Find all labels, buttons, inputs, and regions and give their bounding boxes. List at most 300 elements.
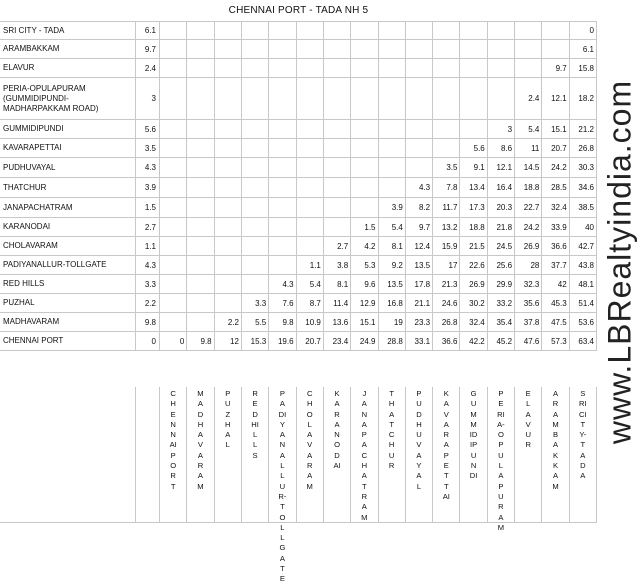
table-cell: 51.4: [570, 294, 597, 313]
table-cell: [515, 22, 542, 40]
table-cell: [460, 22, 487, 40]
table-cell: 13.5: [379, 275, 406, 294]
table-cell: 21.5: [460, 237, 487, 256]
table-cell: [379, 178, 406, 198]
row-label: KARANODAI: [0, 218, 136, 237]
column-header-label: GUMMIDIPUNDI: [469, 389, 478, 481]
table-cell: [187, 178, 214, 198]
table-cell: [242, 59, 269, 78]
row-label: KAVARAPETTAI: [0, 139, 136, 158]
table-cell: [187, 294, 214, 313]
table-cell: 12.9: [351, 294, 378, 313]
table-cell: [297, 59, 324, 78]
column-header-label: ELAVUR: [525, 389, 531, 450]
table-cell: [379, 59, 406, 78]
table-cell: 22.7: [515, 198, 542, 218]
table-cell: [433, 139, 460, 158]
table-cell: 16.8: [379, 294, 406, 313]
row-label: GUMMIDIPUNDI: [0, 120, 136, 139]
table-cell: 29.9: [488, 275, 515, 294]
table-cell: [242, 158, 269, 178]
table-cell: [324, 139, 351, 158]
table-cell: [215, 178, 242, 198]
table-cell: [242, 120, 269, 139]
table-cell: [187, 198, 214, 218]
table-cell: [406, 120, 433, 139]
table-cell: [187, 139, 214, 158]
column-header: [379, 387, 406, 523]
table-cell: 20.3: [488, 198, 515, 218]
table-cell: 26.8: [570, 139, 597, 158]
table-cell: [160, 256, 187, 275]
table-cell: [460, 59, 487, 78]
table-cell: [460, 40, 487, 59]
table-cell: 12.1: [488, 158, 515, 178]
table-cell: 17: [433, 256, 460, 275]
table-cell: 11.4: [324, 294, 351, 313]
table-cell: 8.1: [324, 275, 351, 294]
table-cell: 43.8: [570, 256, 597, 275]
table-cell: [187, 237, 214, 256]
table-cell: [488, 40, 515, 59]
table-cell: 3.9: [379, 198, 406, 218]
table-cell: [297, 139, 324, 158]
table-cell: [406, 158, 433, 178]
table-cell: [160, 198, 187, 218]
table-cell: 26.8: [433, 313, 460, 332]
table-cell: 9.7: [406, 218, 433, 237]
table-cell: 21.1: [406, 294, 433, 313]
table-cell: 30.3: [570, 158, 597, 178]
table-cell: 28: [515, 256, 542, 275]
column-header: [542, 387, 569, 523]
table-cell: 5.4: [379, 218, 406, 237]
table-cell: [215, 237, 242, 256]
table-cell: 11.7: [433, 198, 460, 218]
row-label: CHENNAI PORT: [0, 332, 136, 351]
table-cell: [297, 178, 324, 198]
table-cell: 24.2: [515, 218, 542, 237]
table-cell: [269, 78, 296, 120]
table-cell: 37.7: [542, 256, 569, 275]
table-cell: 53.6: [570, 313, 597, 332]
table-cell: [297, 158, 324, 178]
table-cell: 9.6: [351, 275, 378, 294]
table-cell: [488, 22, 515, 40]
table-cell: 5.6: [460, 139, 487, 158]
table-cell: [324, 198, 351, 218]
table-cell: 6.1: [570, 40, 597, 59]
row-label: CHOLAVARAM: [0, 237, 136, 256]
table-cell: [379, 120, 406, 139]
table-cell: [215, 198, 242, 218]
table-cell: 36.6: [542, 237, 569, 256]
table-cell: [215, 22, 242, 40]
column-header-label: PADIYANALLUR-TOLLGATE: [278, 389, 287, 584]
row-distance: 9.8: [136, 313, 160, 332]
table-cell: [242, 139, 269, 158]
table-cell: [160, 139, 187, 158]
table-cell: [187, 120, 214, 139]
column-header-label: PUDHUVAYAL: [416, 389, 422, 491]
table-cell: 32.4: [460, 313, 487, 332]
table-cell: [324, 40, 351, 59]
column-header: [488, 387, 515, 532]
table-cell: [215, 256, 242, 275]
column-header-label: PUZHAL: [225, 389, 231, 450]
table-cell: 9.8: [187, 332, 214, 351]
table-cell: [351, 59, 378, 78]
table-cell: [351, 78, 378, 120]
table-cell: 2.7: [324, 237, 351, 256]
table-cell: 20.7: [542, 139, 569, 158]
row-distance: 9.7: [136, 40, 160, 59]
table-cell: [269, 120, 296, 139]
table-cell: [160, 275, 187, 294]
table-cell: 42.2: [460, 332, 487, 351]
table-cell: [187, 218, 214, 237]
table-cell: [269, 158, 296, 178]
table-cell: 16.4: [488, 178, 515, 198]
table-cell: 7.8: [433, 178, 460, 198]
table-cell: 24.5: [488, 237, 515, 256]
table-cell: [379, 158, 406, 178]
table-cell: [187, 256, 214, 275]
row-distance: 6.1: [136, 22, 160, 40]
table-cell: 3: [488, 120, 515, 139]
table-cell: [297, 218, 324, 237]
table-cell: [351, 158, 378, 178]
table-cell: [215, 294, 242, 313]
column-header-label: ARAMBAKKAM: [552, 389, 559, 491]
table-cell: 9.2: [379, 256, 406, 275]
column-header-label: RED HILLS: [251, 389, 259, 460]
column-header-label: PERIA-OPULAPURAM: [497, 389, 505, 532]
column-header: [433, 387, 460, 523]
column-header-label: THATCHUR: [388, 389, 395, 471]
table-cell: 57.3: [542, 332, 569, 351]
table-cell: [160, 218, 187, 237]
table-cell: [215, 139, 242, 158]
table-cell: [515, 59, 542, 78]
column-header-label: JANAPACHATRAM: [361, 389, 368, 522]
table-cell: 36.6: [433, 332, 460, 351]
table-cell: 3.3: [242, 294, 269, 313]
table-cell: 20.7: [297, 332, 324, 351]
column-header: [351, 387, 378, 523]
table-cell: 14.5: [515, 158, 542, 178]
table-cell: [160, 22, 187, 40]
table-cell: [269, 218, 296, 237]
table-cell: 18.8: [515, 178, 542, 198]
watermark: [600, 0, 640, 523]
table-cell: [406, 40, 433, 59]
table-cell: [324, 22, 351, 40]
column-header-label: KARANODAI: [333, 389, 341, 471]
table-cell: [297, 78, 324, 120]
table-cell: [160, 158, 187, 178]
table-cell: 21.8: [488, 218, 515, 237]
table-cell: [160, 313, 187, 332]
table-cell: [433, 59, 460, 78]
table-cell: 35.6: [515, 294, 542, 313]
row-distance: 2.4: [136, 59, 160, 78]
table-cell: 5.4: [297, 275, 324, 294]
table-cell: [488, 59, 515, 78]
table-cell: [187, 275, 214, 294]
table-cell: 13.6: [324, 313, 351, 332]
table-cell: 15.1: [542, 120, 569, 139]
table-cell: [433, 22, 460, 40]
table-cell: 5.5: [242, 313, 269, 332]
table-cell: [542, 22, 569, 40]
table-cell: [242, 178, 269, 198]
table-cell: 4.3: [269, 275, 296, 294]
table-cell: [242, 22, 269, 40]
row-distance: 0: [136, 332, 160, 351]
row-label: ARAMBAKKAM: [0, 40, 136, 59]
table-cell: 8.1: [379, 237, 406, 256]
table-cell: [160, 237, 187, 256]
row-label: RED HILLS: [0, 275, 136, 294]
table-cell: 17.3: [460, 198, 487, 218]
table-cell: [297, 198, 324, 218]
table-cell: [488, 78, 515, 120]
column-header: [297, 387, 324, 523]
table-cell: 3.8: [324, 256, 351, 275]
table-cell: [433, 40, 460, 59]
table-cell: 25.6: [488, 256, 515, 275]
table-cell: [351, 178, 378, 198]
table-cell: [242, 256, 269, 275]
table-cell: [324, 178, 351, 198]
column-header: [460, 387, 487, 523]
table-cell: 1.1: [297, 256, 324, 275]
row-distance: 3.3: [136, 275, 160, 294]
table-cell: 12.4: [406, 237, 433, 256]
row-label: PUZHAL: [0, 294, 136, 313]
table-cell: [215, 40, 242, 59]
header-blank-cell: [0, 387, 136, 523]
table-cell: 26.9: [460, 275, 487, 294]
row-distance: 1.1: [136, 237, 160, 256]
table-cell: 19.6: [269, 332, 296, 351]
table-cell: [242, 237, 269, 256]
table-cell: [433, 120, 460, 139]
table-cell: [187, 59, 214, 78]
table-cell: [187, 78, 214, 120]
table-cell: 21.2: [570, 120, 597, 139]
row-label: PERIA-OPULAPURAM (GUMMIDIPUNDI-MADHARPAKKAM ROAD): [0, 78, 136, 120]
table-cell: [406, 78, 433, 120]
table-cell: [242, 40, 269, 59]
table-cell: [215, 78, 242, 120]
table-cell: [379, 139, 406, 158]
table-cell: 9.1: [460, 158, 487, 178]
table-cell: [160, 40, 187, 59]
table-cell: [351, 120, 378, 139]
table-cell: 15.9: [433, 237, 460, 256]
table-cell: [160, 59, 187, 78]
table-cell: [242, 275, 269, 294]
table-cell: [379, 22, 406, 40]
table-cell: 2.2: [215, 313, 242, 332]
table-cell: 4.2: [351, 237, 378, 256]
table-cell: [297, 40, 324, 59]
table-cell: 42.7: [570, 237, 597, 256]
table-cell: 45.2: [488, 332, 515, 351]
row-label: JANAPACHATRAM: [0, 198, 136, 218]
table-cell: 9.7: [542, 59, 569, 78]
row-label: PADIYANALLUR-TOLLGATE: [0, 256, 136, 275]
table-cell: [187, 40, 214, 59]
table-cell: 1.5: [351, 218, 378, 237]
column-header-label: KAVARAPETTAI: [442, 389, 450, 501]
row-label: THATCHUR: [0, 178, 136, 198]
table-cell: 33.2: [488, 294, 515, 313]
table-cell: [187, 158, 214, 178]
table-cell: 63.4: [570, 332, 597, 351]
row-distance: 3.9: [136, 178, 160, 198]
table-cell: 45.3: [542, 294, 569, 313]
table-cell: 18.8: [460, 218, 487, 237]
column-header-label: CHENNAI PORT: [169, 389, 177, 491]
table-cell: 12: [215, 332, 242, 351]
column-header-label: CHOLAVARAM: [306, 389, 313, 491]
table-cell: [269, 139, 296, 158]
table-cell: 24.9: [351, 332, 378, 351]
table-cell: 7.6: [269, 294, 296, 313]
table-cell: [324, 78, 351, 120]
table-cell: 13.5: [406, 256, 433, 275]
table-cell: 18.2: [570, 78, 597, 120]
column-header: [570, 387, 597, 523]
table-cell: [160, 120, 187, 139]
row-distance: 2.7: [136, 218, 160, 237]
row-distance: 4.3: [136, 256, 160, 275]
table-cell: [269, 237, 296, 256]
table-cell: [297, 120, 324, 139]
table-cell: [215, 158, 242, 178]
table-cell: 21.3: [433, 275, 460, 294]
table-cell: 35.4: [488, 313, 515, 332]
table-cell: [406, 59, 433, 78]
table-cell: 8.7: [297, 294, 324, 313]
column-header: [160, 387, 187, 523]
table-cell: [379, 40, 406, 59]
column-header-label: MADHAVARAM: [197, 389, 204, 491]
column-header: [215, 387, 242, 523]
table-cell: [351, 22, 378, 40]
table-cell: 13.2: [433, 218, 460, 237]
table-cell: 22.6: [460, 256, 487, 275]
table-cell: 23.4: [324, 332, 351, 351]
table-cell: 28.5: [542, 178, 569, 198]
table-cell: 0: [160, 332, 187, 351]
table-cell: 8.2: [406, 198, 433, 218]
table-cell: [324, 218, 351, 237]
table-cell: 38.5: [570, 198, 597, 218]
row-label: ELAVUR: [0, 59, 136, 78]
table-cell: 47.6: [515, 332, 542, 351]
row-distance: 3: [136, 78, 160, 120]
table-cell: [242, 78, 269, 120]
table-cell: 42: [542, 275, 569, 294]
table-cell: 10.9: [297, 313, 324, 332]
table-cell: 40: [570, 218, 597, 237]
table-cell: 5.3: [351, 256, 378, 275]
table-cell: [187, 22, 214, 40]
table-cell: 15.8: [570, 59, 597, 78]
table-cell: 0: [570, 22, 597, 40]
table-cell: 33.9: [542, 218, 569, 237]
table-cell: [160, 78, 187, 120]
table-cell: 13.4: [460, 178, 487, 198]
row-label: SRI CITY - TADA: [0, 22, 136, 40]
table-cell: [242, 218, 269, 237]
table-cell: 32.3: [515, 275, 542, 294]
row-distance: 5.6: [136, 120, 160, 139]
table-cell: 26.9: [515, 237, 542, 256]
table-cell: [379, 78, 406, 120]
table-cell: 19: [379, 313, 406, 332]
table-cell: [460, 78, 487, 120]
table-cell: 15.1: [351, 313, 378, 332]
table-cell: [351, 139, 378, 158]
table-cell: 48.1: [570, 275, 597, 294]
table-cell: 37.8: [515, 313, 542, 332]
table-cell: [269, 198, 296, 218]
table-cell: [160, 294, 187, 313]
table-cell: 24.2: [542, 158, 569, 178]
table-cell: [324, 120, 351, 139]
table-cell: 23.3: [406, 313, 433, 332]
table-cell: 47.5: [542, 313, 569, 332]
table-cell: [542, 40, 569, 59]
table-cell: [269, 59, 296, 78]
table-cell: [297, 237, 324, 256]
table-cell: 9.8: [269, 313, 296, 332]
table-title: CHENNAI PORT - TADA NH 5: [0, 0, 597, 22]
table-cell: [269, 22, 296, 40]
column-header: [406, 387, 433, 523]
row-distance: 4.3: [136, 158, 160, 178]
watermark-text: www.LBRealtyindia.com: [601, 79, 638, 445]
table-cell: [160, 178, 187, 198]
row-distance: 1.5: [136, 198, 160, 218]
table-cell: 2.4: [515, 78, 542, 120]
table-cell: [269, 40, 296, 59]
table-cell: [324, 59, 351, 78]
column-header: [242, 387, 269, 523]
table-cell: 28.8: [379, 332, 406, 351]
table-cell: 12.1: [542, 78, 569, 120]
table-cell: 15.3: [242, 332, 269, 351]
table-cell: 33.1: [406, 332, 433, 351]
table-cell: [187, 313, 214, 332]
column-header: [269, 387, 296, 584]
row-distance: 2.2: [136, 294, 160, 313]
table-cell: [215, 120, 242, 139]
table-cell: [215, 275, 242, 294]
table-cell: [351, 198, 378, 218]
row-label: PUDHUVAYAL: [0, 158, 136, 178]
table-cell: 8.6: [488, 139, 515, 158]
table-cell: 34.6: [570, 178, 597, 198]
table-cell: [433, 78, 460, 120]
row-label: MADHAVARAM: [0, 313, 136, 332]
table-cell: [215, 59, 242, 78]
